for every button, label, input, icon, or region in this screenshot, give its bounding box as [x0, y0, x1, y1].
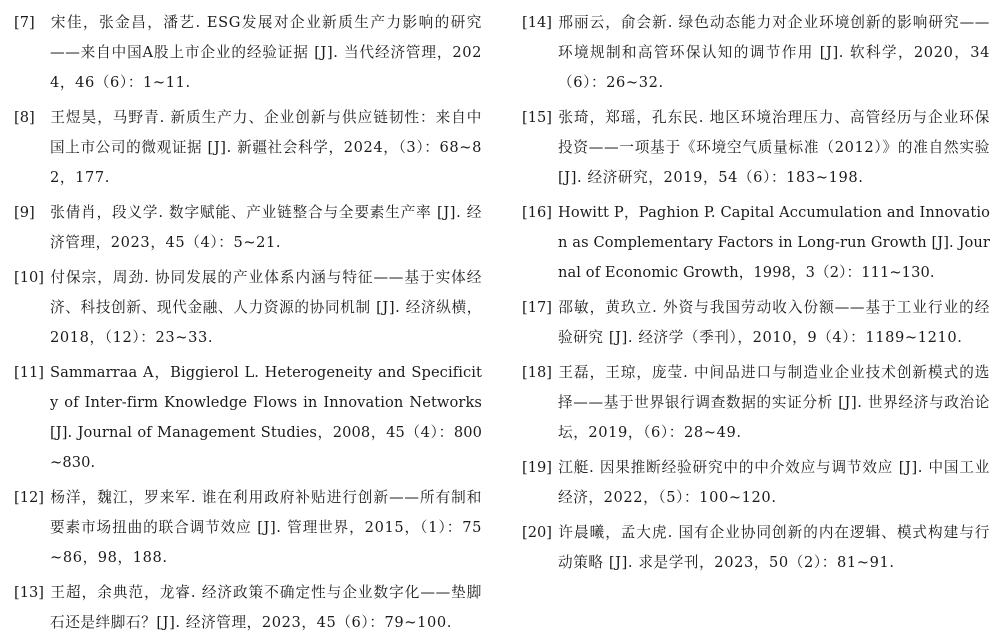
reference-text: 江艇. 因果推断经验研究中的中介效应与调节效应 [J]. 中国工业经济，2022，（5）：100~120.: [558, 459, 990, 506]
reference-item: [522, 103, 990, 193]
reference-item: [14, 8, 482, 98]
reference-item: [14, 358, 482, 478]
reference-item: [522, 453, 990, 513]
reference-number: [15]: [522, 109, 552, 126]
reference-text: 宋佳，张金昌，潘艺. ESG发展对企业新质生产力影响的研究——来自中国A股上市企业的经验证据 [J]. 当代经济管理，2024，46（6）：1~11.: [50, 14, 482, 91]
reference-item: [522, 198, 990, 288]
reference-number: [9]: [14, 204, 35, 221]
reference-number: [14]: [522, 14, 552, 31]
reference-item: [14, 263, 482, 353]
reference-number: [12]: [14, 489, 44, 506]
reference-text: 邢丽云，俞会新. 绿色动态能力对企业环境创新的影响研究——环境规制和高管环保认知的调节作用 [J]. 软科学，2020，34（6）：26~32.: [558, 14, 990, 91]
reference-number: [11]: [14, 364, 44, 381]
reference-number: [18]: [522, 364, 552, 381]
reference-item: [14, 483, 482, 573]
reference-number: [13]: [14, 584, 44, 601]
reference-text: 许晨曦，孟大虎. 国有企业协同创新的内在逻辑、模式构建与行动策略 [J]. 求是学刊，2023，50（2）：81~91.: [558, 524, 990, 571]
reference-item: [522, 358, 990, 448]
reference-number: [8]: [14, 109, 35, 126]
reference-number: [7]: [14, 14, 35, 31]
reference-text: Sammarraa A，Biggierol L. Heterogeneity and Specificity of Inter-firm Knowledge Flows in Innovation Networks [J]. Journal of Management Studies，2008，45（4）：800~830.: [50, 364, 482, 471]
reference-item: [522, 293, 990, 353]
reference-text: Howitt P，Paghion P. Capital Accumulation and Innovation as Complementary Factors in Long-run Growth [J]. Journal of Economic Growth，1998，3（2）：111~130.: [558, 204, 990, 281]
reference-text: 杨洋，魏江，罗来军. 谁在利用政府补贴进行创新——所有制和要素市场扭曲的联合调节效应 [J]. 管理世界，2015，（1）：75~86，98，188.: [50, 489, 482, 566]
reference-text: 王磊，王琼，庞莹. 中间品进口与制造业企业技术创新模式的选择——基于世界银行调查数据的实证分析 [J]. 世界经济与政治论坛，2019，（6）：28~49.: [558, 364, 990, 441]
reference-number: [16]: [522, 204, 552, 221]
reference-text: 张琦，郑瑶，孔东民. 地区环境治理压力、高管经历与企业环保投资——一项基于《环境空气质量标准（2012）》的准自然实验 [J]. 经济研究，2019，54（6）：183~198.: [558, 109, 990, 186]
references-left-column: [14, 8, 482, 643]
reference-number: [10]: [14, 269, 44, 286]
reference-text: 王超，余典范，龙睿. 经济政策不确定性与企业数字化——垫脚石还是绊脚石？[J]. 经济管理，2023，45（6）：79~100.: [50, 584, 482, 631]
reference-item: [14, 198, 482, 258]
reference-text: 付保宗，周劲. 协同发展的产业体系内涵与特征——基于实体经济、科技创新、现代金融、人力资源的协同机制 [J]. 经济纵横，2018，（12）：23~33.: [50, 269, 482, 346]
reference-number: [20]: [522, 524, 552, 541]
references-right-column: [522, 8, 990, 583]
reference-text: 邵敏，黄玖立. 外资与我国劳动收入份额——基于工业行业的经验研究 [J]. 经济学（季刊），2010，9（4）：1189~1210.: [558, 299, 990, 346]
reference-item: [522, 518, 990, 578]
reference-item: [14, 103, 482, 193]
reference-number: [17]: [522, 299, 552, 316]
reference-item: [14, 578, 482, 638]
reference-item: [522, 8, 990, 98]
reference-text: 王煜昊，马野青. 新质生产力、企业创新与供应链韧性：来自中国上市公司的微观证据 [J]. 新疆社会科学，2024，（3）：68~82，177.: [50, 109, 482, 186]
reference-number: [19]: [522, 459, 552, 476]
reference-text: 张倩肖，段义学. 数字赋能、产业链整合与全要素生产率 [J]. 经济管理，2023，45（4）：5~21.: [50, 204, 482, 251]
